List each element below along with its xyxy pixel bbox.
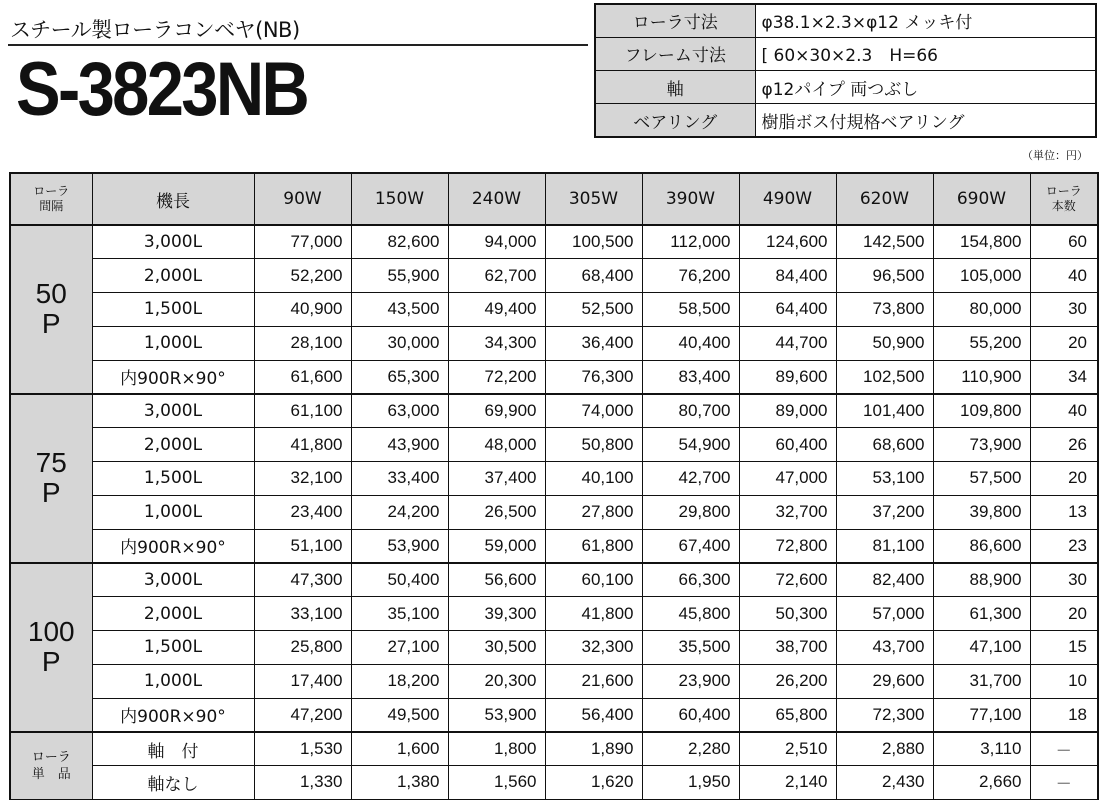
width-header: 90W (254, 173, 351, 225)
model-number: S-3823NB (16, 47, 308, 132)
length-cell: 内900R×90° (92, 360, 254, 394)
price-cell: 56,400 (545, 698, 642, 732)
roller-count-cell: 18 (1030, 698, 1098, 732)
price-cell: 55,200 (933, 326, 1030, 360)
price-cell: 41,800 (545, 597, 642, 631)
table-row (10, 495, 1098, 529)
price-cell: 27,100 (351, 631, 448, 665)
price-cell: 38,700 (739, 631, 836, 665)
length-cell: 3,000L (92, 225, 254, 259)
length-cell: 1,000L (92, 495, 254, 529)
count-header-line: 本数 (1051, 199, 1076, 213)
count-header-line: ローラ (1045, 184, 1082, 198)
roller-count-cell: － (1030, 732, 1098, 766)
price-cell: 68,600 (836, 428, 933, 462)
table-row (10, 360, 1098, 394)
width-header: 490W (739, 173, 836, 225)
price-cell: 1,600 (351, 732, 448, 766)
price-cell: 1,560 (448, 766, 545, 800)
price-cell: 3,110 (933, 732, 1030, 766)
price-cell: 55,900 (351, 259, 448, 293)
roller-count-cell: 13 (1030, 495, 1098, 529)
length-cell: 軸 付 (92, 732, 254, 766)
price-cell: 45,800 (642, 597, 739, 631)
price-cell: 39,800 (933, 495, 1030, 529)
price-cell: 1,380 (351, 766, 448, 800)
price-cell: 112,000 (642, 225, 739, 259)
price-cell: 35,100 (351, 597, 448, 631)
price-cell: 73,900 (933, 428, 1030, 462)
table-row (10, 462, 1098, 496)
price-cell: 2,510 (739, 732, 836, 766)
price-cell: 23,400 (254, 495, 351, 529)
spec-label: ベアリング (595, 104, 755, 137)
table-row (10, 664, 1098, 698)
price-cell: 89,000 (739, 394, 836, 428)
price-cell: 28,100 (254, 326, 351, 360)
price-cell: 64,400 (739, 293, 836, 327)
width-header: 620W (836, 173, 933, 225)
price-cell: 96,500 (836, 259, 933, 293)
roller-count-cell: 23 (1030, 529, 1098, 563)
spec-row (595, 37, 1096, 70)
price-cell: 27,800 (545, 495, 642, 529)
pitch-label: P (41, 477, 61, 509)
price-cell: 48,000 (448, 428, 545, 462)
price-cell: 84,400 (739, 259, 836, 293)
roller-count-cell: 20 (1030, 462, 1098, 496)
price-cell: 83,400 (642, 360, 739, 394)
price-cell: 77,000 (254, 225, 351, 259)
single-roller-label: ローラ (31, 749, 71, 765)
spec-row (595, 4, 1096, 37)
price-cell: 37,400 (448, 462, 545, 496)
length-cell: 1,500L (92, 293, 254, 327)
spec-value: [ 60×30×2.3 H=66 (755, 37, 1096, 70)
spec-label: ローラ寸法 (595, 4, 755, 37)
table-row (10, 428, 1098, 462)
price-cell: 30,500 (448, 631, 545, 665)
price-cell: 43,900 (351, 428, 448, 462)
price-body (10, 225, 1098, 800)
spec-value: φ38.1×2.3×φ12 メッキ付 (755, 4, 1096, 37)
roller-count-cell: 20 (1030, 326, 1098, 360)
width-header: 390W (642, 173, 739, 225)
roller-count-cell: 10 (1030, 664, 1098, 698)
price-cell: 67,400 (642, 529, 739, 563)
price-cell: 61,300 (933, 597, 1030, 631)
length-cell: 1,500L (92, 631, 254, 665)
price-cell: 60,100 (545, 563, 642, 597)
table-row (10, 529, 1098, 563)
price-cell: 2,660 (933, 766, 1030, 800)
price-cell: 40,100 (545, 462, 642, 496)
price-cell: 154,800 (933, 225, 1030, 259)
price-cell: 49,500 (351, 698, 448, 732)
price-cell: 94,000 (448, 225, 545, 259)
price-cell: 63,000 (351, 394, 448, 428)
price-cell: 1,800 (448, 732, 545, 766)
roller-count-cell: 30 (1030, 293, 1098, 327)
price-cell: 101,400 (836, 394, 933, 428)
price-cell: 52,500 (545, 293, 642, 327)
roller-count-cell: 60 (1030, 225, 1098, 259)
table-row (10, 597, 1098, 631)
price-cell: 35,500 (642, 631, 739, 665)
pitch-header-line: ローラ (33, 184, 70, 198)
price-cell: 80,000 (933, 293, 1030, 327)
price-cell: 43,700 (836, 631, 933, 665)
price-cell: 2,430 (836, 766, 933, 800)
price-cell: 53,900 (448, 698, 545, 732)
price-cell: 76,300 (545, 360, 642, 394)
price-cell: 58,500 (642, 293, 739, 327)
price-cell: 29,800 (642, 495, 739, 529)
roller-count-cell: 15 (1030, 631, 1098, 665)
price-cell: 61,600 (254, 360, 351, 394)
price-cell: 20,300 (448, 664, 545, 698)
price-cell: 24,200 (351, 495, 448, 529)
price-cell: 39,300 (448, 597, 545, 631)
roller-count-cell: 34 (1030, 360, 1098, 394)
price-cell: 56,600 (448, 563, 545, 597)
price-cell: 43,500 (351, 293, 448, 327)
roller-count-cell: 30 (1030, 563, 1098, 597)
price-cell: 21,600 (545, 664, 642, 698)
length-cell: 2,000L (92, 259, 254, 293)
spec-row (595, 71, 1096, 104)
pitch-label: 75 (35, 447, 67, 479)
price-cell: 47,200 (254, 698, 351, 732)
price-cell: 17,400 (254, 664, 351, 698)
table-row (10, 631, 1098, 665)
price-cell: 100,500 (545, 225, 642, 259)
price-cell: 36,400 (545, 326, 642, 360)
price-cell: 124,600 (739, 225, 836, 259)
price-cell: 69,900 (448, 394, 545, 428)
price-cell: 32,700 (739, 495, 836, 529)
price-cell: 65,800 (739, 698, 836, 732)
price-cell: 62,700 (448, 259, 545, 293)
length-cell: 2,000L (92, 428, 254, 462)
price-cell: 109,800 (933, 394, 1030, 428)
price-cell: 1,890 (545, 732, 642, 766)
price-cell: 142,500 (836, 225, 933, 259)
price-cell: 82,600 (351, 225, 448, 259)
spec-value: 樹脂ボス付規格ベアリング (755, 104, 1096, 137)
price-cell: 74,000 (545, 394, 642, 428)
price-cell: 32,300 (545, 631, 642, 665)
price-cell: 80,700 (642, 394, 739, 428)
single-roller-label: 単 品 (31, 766, 71, 782)
pitch-label: 50 (35, 278, 67, 310)
price-cell: 65,300 (351, 360, 448, 394)
price-cell: 68,400 (545, 259, 642, 293)
price-cell: 47,000 (739, 462, 836, 496)
price-cell: 1,620 (545, 766, 642, 800)
product-subtitle: スチール製ローラコンベヤ(NB) (10, 18, 300, 42)
price-cell: 54,900 (642, 428, 739, 462)
table-row (10, 259, 1098, 293)
spec-label: 軸 (595, 71, 755, 104)
price-cell: 53,900 (351, 529, 448, 563)
roller-count-cell: 40 (1030, 394, 1098, 428)
pitch-cell (10, 563, 92, 732)
price-cell: 57,000 (836, 597, 933, 631)
spec-value: φ12パイプ 両つぶし (755, 71, 1096, 104)
price-cell: 61,800 (545, 529, 642, 563)
price-cell: 31,700 (933, 664, 1030, 698)
price-cell: 73,800 (836, 293, 933, 327)
price-cell: 40,900 (254, 293, 351, 327)
price-cell: 105,000 (933, 259, 1030, 293)
price-cell: 60,400 (642, 698, 739, 732)
price-cell: 23,900 (642, 664, 739, 698)
length-cell: 2,000L (92, 597, 254, 631)
table-row (10, 766, 1098, 800)
length-cell: 1,000L (92, 326, 254, 360)
price-cell: 50,900 (836, 326, 933, 360)
price-cell: 1,950 (642, 766, 739, 800)
price-cell: 61,100 (254, 394, 351, 428)
length-cell: 軸なし (92, 766, 254, 800)
price-cell: 34,300 (448, 326, 545, 360)
length-cell: 内900R×90° (92, 529, 254, 563)
unit-note: （単位：円） (1022, 149, 1088, 162)
price-cell: 76,200 (642, 259, 739, 293)
price-cell: 30,000 (351, 326, 448, 360)
table-row (10, 293, 1098, 327)
length-cell: 内900R×90° (92, 698, 254, 732)
price-cell: 49,400 (448, 293, 545, 327)
price-cell: 2,140 (739, 766, 836, 800)
price-header-row (10, 173, 1098, 225)
length-cell: 3,000L (92, 563, 254, 597)
pitch-label: 100 (27, 616, 75, 648)
roller-count-cell: 26 (1030, 428, 1098, 462)
price-cell: 47,100 (933, 631, 1030, 665)
price-table (9, 172, 1099, 800)
price-cell: 2,880 (836, 732, 933, 766)
price-cell: 50,300 (739, 597, 836, 631)
price-cell: 72,300 (836, 698, 933, 732)
price-cell: 57,500 (933, 462, 1030, 496)
price-cell: 18,200 (351, 664, 448, 698)
price-cell: 26,500 (448, 495, 545, 529)
price-cell: 82,400 (836, 563, 933, 597)
roller-count-cell: 40 (1030, 259, 1098, 293)
price-cell: 66,300 (642, 563, 739, 597)
length-cell: 1,000L (92, 664, 254, 698)
price-cell: 50,800 (545, 428, 642, 462)
price-cell: 50,400 (351, 563, 448, 597)
count-header (1030, 173, 1098, 225)
price-cell: 51,100 (254, 529, 351, 563)
width-header: 240W (448, 173, 545, 225)
single-roller-cell (10, 732, 92, 800)
price-cell: 1,530 (254, 732, 351, 766)
pitch-label: P (41, 646, 61, 678)
pitch-cell (10, 225, 92, 394)
pitch-header (10, 173, 92, 225)
roller-count-cell: 20 (1030, 597, 1098, 631)
spec-row (595, 104, 1096, 137)
table-row (10, 698, 1098, 732)
roller-count-cell: － (1030, 766, 1098, 800)
price-cell: 110,900 (933, 360, 1030, 394)
price-cell: 42,700 (642, 462, 739, 496)
price-cell: 53,100 (836, 462, 933, 496)
price-cell: 72,800 (739, 529, 836, 563)
price-cell: 1,330 (254, 766, 351, 800)
width-header: 690W (933, 173, 1030, 225)
pitch-cell (10, 394, 92, 563)
price-cell: 25,800 (254, 631, 351, 665)
price-cell: 41,800 (254, 428, 351, 462)
price-cell: 33,400 (351, 462, 448, 496)
price-cell: 59,000 (448, 529, 545, 563)
price-cell: 29,600 (836, 664, 933, 698)
price-cell: 72,200 (448, 360, 545, 394)
price-cell: 40,400 (642, 326, 739, 360)
width-header: 305W (545, 173, 642, 225)
price-cell: 60,400 (739, 428, 836, 462)
title-divider (8, 44, 588, 46)
price-cell: 2,280 (642, 732, 739, 766)
price-cell: 44,700 (739, 326, 836, 360)
price-cell: 86,600 (933, 529, 1030, 563)
price-cell: 33,100 (254, 597, 351, 631)
length-cell: 3,000L (92, 394, 254, 428)
price-cell: 26,200 (739, 664, 836, 698)
price-cell: 81,100 (836, 529, 933, 563)
table-row (10, 732, 1098, 766)
spec-label: フレーム寸法 (595, 37, 755, 70)
price-cell: 32,100 (254, 462, 351, 496)
width-header: 150W (351, 173, 448, 225)
price-cell: 88,900 (933, 563, 1030, 597)
price-cell: 52,200 (254, 259, 351, 293)
table-row (10, 563, 1098, 597)
price-cell: 37,200 (836, 495, 933, 529)
spec-table (594, 3, 1097, 138)
pitch-label: P (41, 308, 61, 340)
price-cell: 102,500 (836, 360, 933, 394)
price-cell: 72,600 (739, 563, 836, 597)
price-cell: 89,600 (739, 360, 836, 394)
length-header: 機長 (92, 173, 254, 225)
table-row (10, 394, 1098, 428)
table-row (10, 326, 1098, 360)
length-cell: 1,500L (92, 462, 254, 496)
pitch-header-line: 間隔 (39, 199, 64, 213)
price-cell: 47,300 (254, 563, 351, 597)
table-row (10, 225, 1098, 259)
price-cell: 77,100 (933, 698, 1030, 732)
